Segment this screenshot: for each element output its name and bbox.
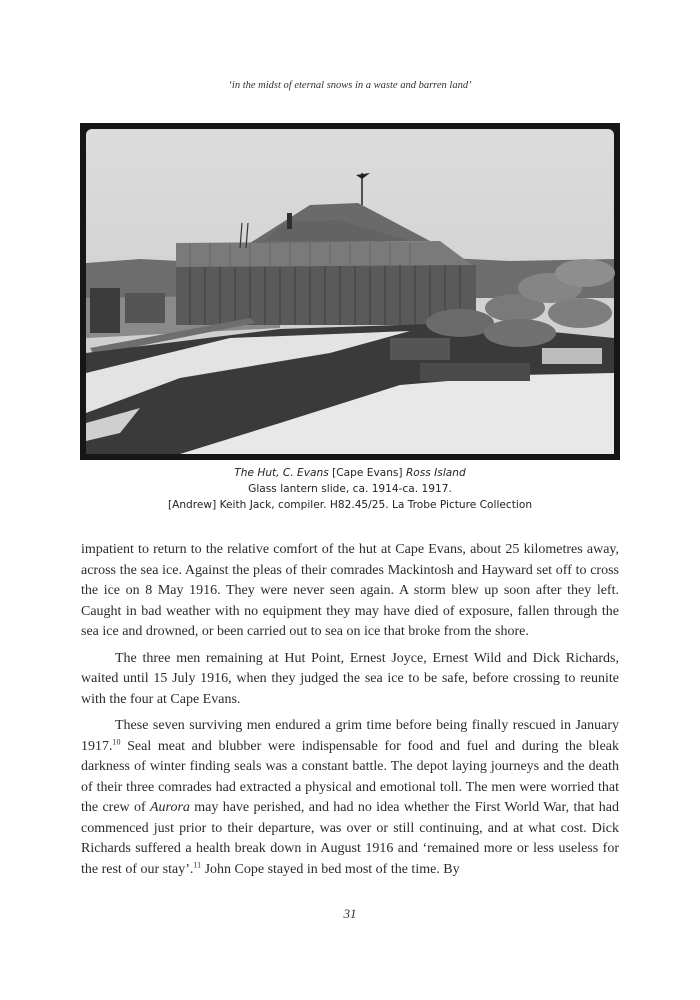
page-number: 31 <box>343 906 357 921</box>
paragraph-3-part3: may have perished, and had no idea whether the First World War, that had commenced just prior to their departure, was over or still continuing, and at what cost. Dick Richards suffered a health break down in August 1916 and ‘remained more or less useless for the rest of our stay’. <box>81 800 619 877</box>
caption-title-bracket: [Cape Evans] <box>328 467 406 479</box>
caption-credit: [Andrew] Keith Jack, compiler. H82.45/25. La Trobe Picture Collection <box>167 499 533 511</box>
footnote-ref-10[interactable]: 10 <box>112 736 121 746</box>
paragraph-3-part2: Seal meat and blubber were indispensable for food and fuel and during the bleak darkness of winter finding seals was a constant battle. The depot laying journeys and the death of their three comrades had extracted a physical and emotional toll. The men were worried that the crew of <box>81 738 619 815</box>
caption-title-place: Ross Island <box>405 467 466 479</box>
ship-name: Aurora <box>149 800 190 815</box>
hut-photograph <box>80 123 620 460</box>
body-text <box>81 540 619 886</box>
footnote-ref-11[interactable]: 11 <box>193 859 202 869</box>
caption-title-italic: The Hut, C. Evans <box>234 467 329 479</box>
paragraph-3 <box>81 716 619 880</box>
photo-caption <box>0 465 700 513</box>
running-head: ‘in the midst of eternal snows in a waste and barren land’ <box>228 80 472 91</box>
paragraph-2: The three men remaining at Hut Point, Ernest Joyce, Ernest Wild and Dick Richards, waited until 15 July 1916, when they judged the sea ice to be safe, before crossing to reunite with the four at Cape Evans. <box>81 650 619 707</box>
paragraph-3-part1: These seven surviving men endured a grim time before being finally rescued in January 1917. <box>81 718 619 754</box>
paragraph-1: impatient to return to the relative comfort of the hut at Cape Evans, about 25 kilometres away, across the sea ice. Against the pleas of their comrades Mackintosh and Hayward set off to cross the ice on 8 May 1916. They were never seen again. A storm blew up soon after they left. Caught in bad weather with no equipment they may have died of exposure, fallen through the sea ice and drowned, or been carried out to sea on ice that broke from the shore. <box>81 542 619 639</box>
caption-medium: Glass lantern slide, ca. 1914-ca. 1917. <box>248 483 452 495</box>
paragraph-3-part4: John Cope stayed in bed most of the time. By <box>201 861 460 877</box>
caption-title <box>0 465 700 481</box>
